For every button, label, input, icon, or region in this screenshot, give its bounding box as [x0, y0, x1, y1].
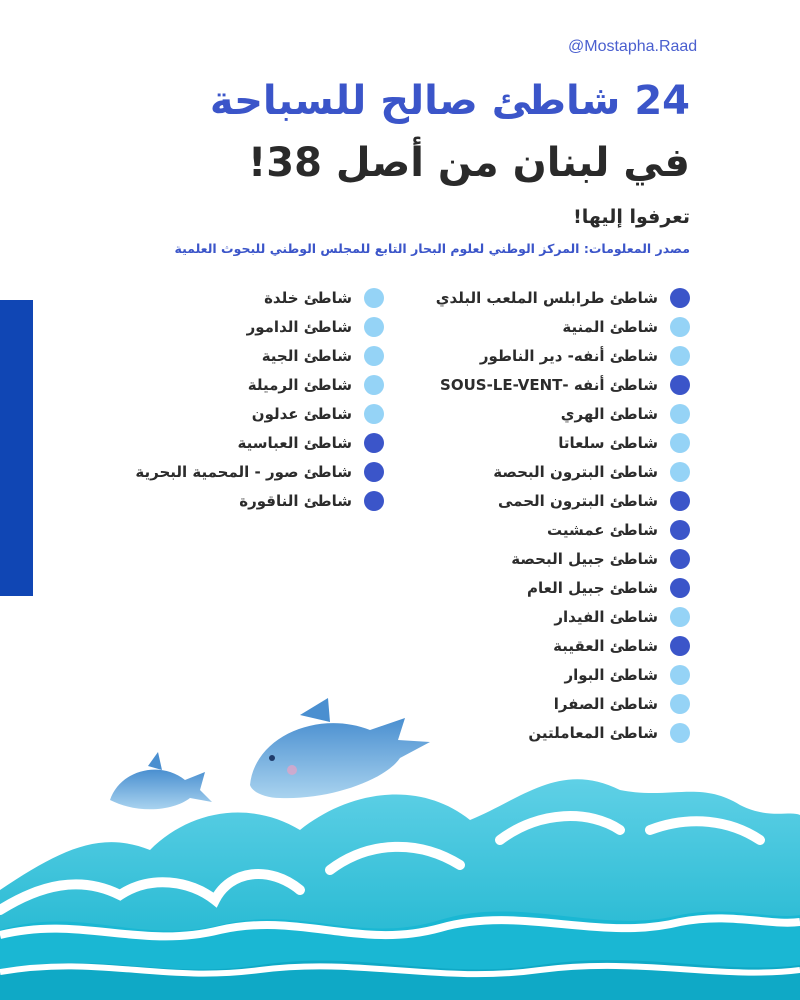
beach-item	[436, 486, 690, 515]
dark-bullet-icon	[670, 549, 690, 569]
beach-name: شاطئ الهري	[560, 404, 658, 423]
beach-name: شاطئ الدامور	[246, 317, 352, 336]
beach-item	[135, 486, 384, 515]
beach-item	[436, 573, 690, 602]
dark-bullet-icon	[670, 520, 690, 540]
headline-line-2: في لبنان من أصل 38!	[248, 140, 690, 186]
source-note: مصدر المعلومات: المركز الوطني لعلوم البحار التابع للمجلس الوطني للبحوث العلمية	[174, 241, 690, 256]
beach-name: شاطئ أنفه- دير الناطور	[479, 346, 658, 365]
large-dolphin	[250, 698, 430, 798]
light-bullet-icon	[364, 317, 384, 337]
beach-item	[436, 544, 690, 573]
dark-bullet-icon	[670, 636, 690, 656]
beach-item	[135, 312, 384, 341]
beach-item	[436, 602, 690, 631]
dark-bullet-icon	[364, 433, 384, 453]
beach-item	[135, 399, 384, 428]
dark-bullet-icon	[670, 375, 690, 395]
beach-name: شاطئ العقيبة	[553, 636, 658, 655]
light-bullet-icon	[364, 375, 384, 395]
beach-item	[436, 341, 690, 370]
beach-name: شاطئ الفيدار	[554, 607, 658, 626]
light-bullet-icon	[364, 288, 384, 308]
dark-bullet-icon	[670, 491, 690, 511]
beach-name: شاطئ عمشيت	[546, 520, 658, 539]
dark-bullet-icon	[670, 578, 690, 598]
wave-layers	[0, 779, 800, 1000]
beach-item	[436, 283, 690, 312]
beach-name: شاطئ طرابلس الملعب البلدي	[435, 288, 658, 307]
beach-item	[436, 370, 690, 399]
beach-item	[436, 515, 690, 544]
beach-name: شاطئ الصفرا	[553, 694, 658, 713]
light-bullet-icon	[670, 317, 690, 337]
small-dolphin	[110, 752, 212, 809]
waves-dolphins-illustration	[0, 680, 800, 1000]
beach-name: شاطئ الجية	[261, 346, 352, 365]
light-bullet-icon	[670, 462, 690, 482]
beach-item	[436, 457, 690, 486]
beach-name: شاطئ البترون الحمى	[498, 491, 658, 510]
dark-bullet-icon	[364, 462, 384, 482]
beach-item	[135, 428, 384, 457]
beach-item	[135, 341, 384, 370]
subtitle: تعرفوا إليها!	[573, 206, 690, 228]
light-bullet-icon	[364, 346, 384, 366]
beach-name: شاطئ أنفه -SOUS-LE-VENT	[440, 375, 658, 394]
beach-list-right	[436, 283, 690, 747]
beach-name: شاطئ المنية	[562, 317, 658, 336]
beach-item	[135, 370, 384, 399]
light-bullet-icon	[670, 346, 690, 366]
beach-item	[135, 457, 384, 486]
light-bullet-icon	[670, 607, 690, 627]
beach-item	[135, 283, 384, 312]
beach-name: شاطئ البترون البحصة	[493, 462, 658, 481]
beach-item	[436, 631, 690, 660]
dark-bullet-icon	[364, 491, 384, 511]
beach-item	[436, 312, 690, 341]
beach-name: شاطئ صور - المحمية البحرية	[135, 462, 352, 481]
beach-name: شاطئ جبيل البحصة	[511, 549, 658, 568]
beach-name: شاطئ جبيل العام	[526, 578, 658, 597]
beach-name: شاطئ سلعاتا	[558, 433, 658, 452]
dark-bullet-icon	[670, 288, 690, 308]
headline-line-1: 24 شاطئ صالح للسباحة	[209, 78, 690, 124]
beach-item	[436, 399, 690, 428]
light-bullet-icon	[670, 404, 690, 424]
beach-name: شاطئ الناقورة	[239, 491, 352, 510]
beach-item	[436, 428, 690, 457]
beach-name: شاطئ الرميلة	[247, 375, 352, 394]
author-handle: @Mostapha.Raad	[568, 38, 698, 55]
light-bullet-icon	[670, 433, 690, 453]
beach-name: شاطئ العباسية	[237, 433, 352, 452]
beach-name: شاطئ خلدة	[264, 288, 352, 307]
beach-name: شاطئ البوار	[564, 665, 658, 684]
light-bullet-icon	[364, 404, 384, 424]
side-accent-bar	[0, 300, 33, 596]
beach-name: شاطئ عدلون	[251, 404, 352, 423]
beach-name: شاطئ المعاملتين	[528, 723, 658, 742]
beach-list-left	[135, 283, 384, 515]
